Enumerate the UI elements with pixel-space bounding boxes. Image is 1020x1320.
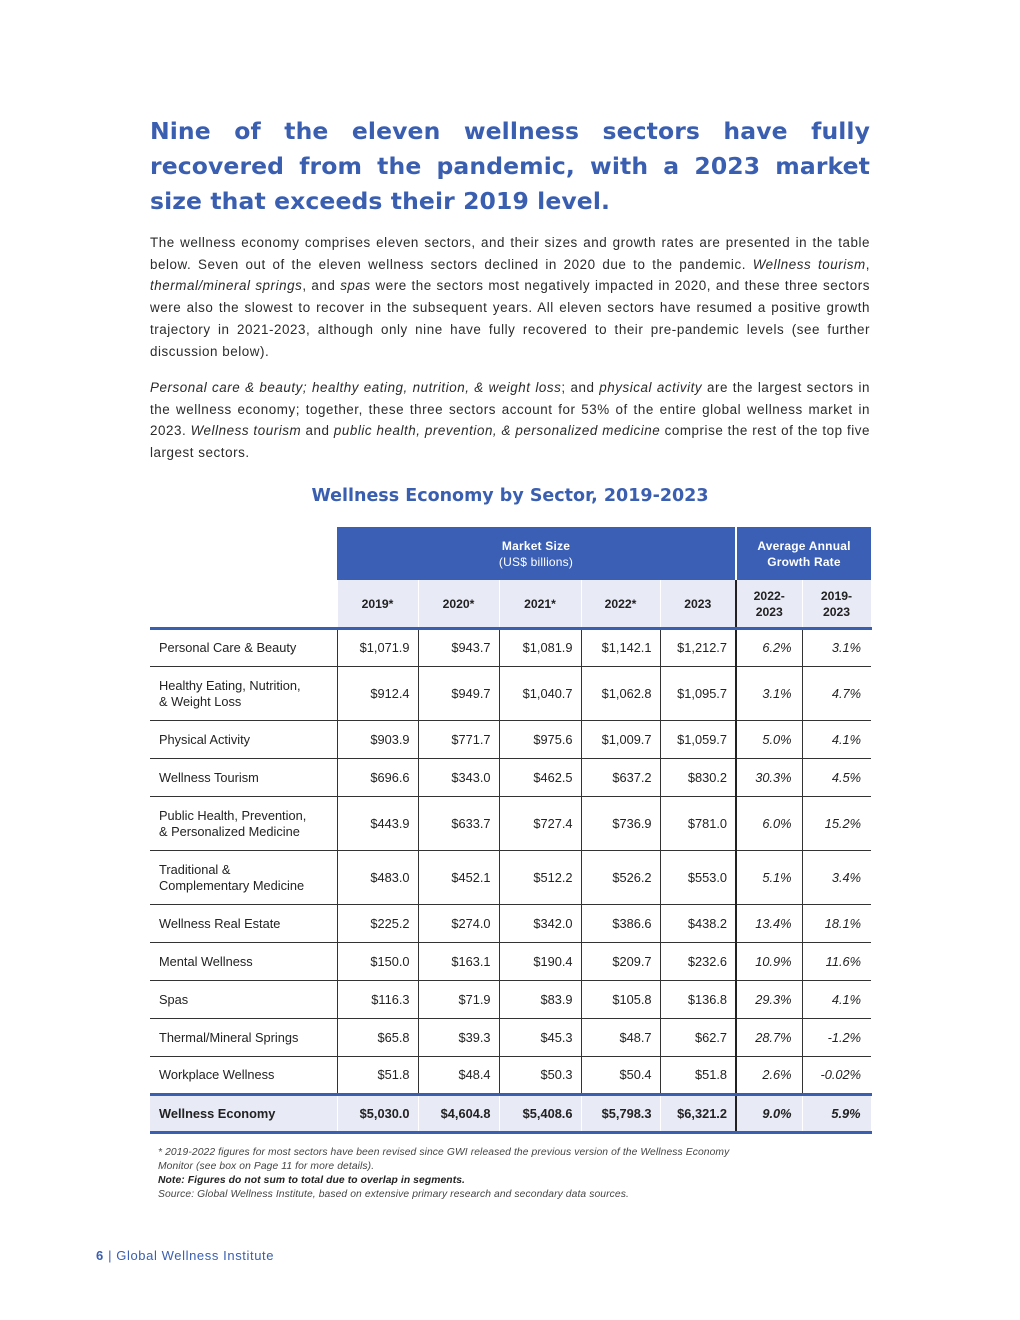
growth-rate-value: 18.1% [802, 905, 871, 943]
market-size-value: $1,040.7 [499, 667, 581, 721]
market-size-value: $830.2 [660, 759, 736, 797]
growth-rate-value: 6.0% [736, 797, 802, 851]
table-row [150, 851, 871, 905]
growth-rate-group-header [736, 527, 871, 580]
market-size-value: $386.6 [581, 905, 660, 943]
market-size-unit: (US$ billions) [498, 554, 574, 569]
table-row [150, 981, 871, 1019]
table-row [150, 943, 871, 981]
market-size-value: $343.0 [418, 759, 499, 797]
market-size-value: $943.7 [418, 629, 499, 667]
growth-rate-value: -1.2% [802, 1019, 871, 1057]
sector-name [150, 759, 337, 797]
emphasis-text: Wellness tourism [190, 423, 302, 439]
paragraph-text: comprise the rest of the top five largest sectors. [150, 423, 870, 461]
sector-name [150, 1057, 337, 1095]
growth-rate-value: 2.6% [736, 1057, 802, 1095]
total-market-size-value: $5,408.6 [499, 1095, 581, 1133]
total-market-size-value: $5,030.0 [337, 1095, 418, 1133]
growth-rate-value: 29.3% [736, 981, 802, 1019]
emphasis-text: physical activity [599, 380, 703, 395]
market-size-label: Market Size [501, 538, 571, 553]
year-header: 2019* [337, 580, 418, 629]
sector-name-line: Complementary Medicine [159, 877, 305, 893]
market-size-value: $771.7 [418, 721, 499, 759]
table-row [150, 759, 871, 797]
market-size-value: $1,009.7 [581, 721, 660, 759]
total-label: Wellness Economy [150, 1095, 337, 1133]
growth-period-label: 2022- [753, 588, 785, 603]
market-size-value: $452.1 [418, 851, 499, 905]
sector-name [150, 905, 337, 943]
paragraph-text: ; and [561, 380, 600, 395]
market-size-value: $39.3 [418, 1019, 499, 1057]
header-blank-cell [150, 580, 337, 629]
growth-rate-value: 30.3% [736, 759, 802, 797]
page-number: 6 [96, 1248, 104, 1263]
market-size-value: $1,081.9 [499, 629, 581, 667]
sector-name [150, 721, 337, 759]
wellness-sector-table [150, 527, 872, 1134]
growth-rate-value: 4.1% [802, 721, 871, 759]
market-size-value: $48.7 [581, 1019, 660, 1057]
market-size-value: $512.2 [499, 851, 581, 905]
market-size-value: $633.7 [418, 797, 499, 851]
market-size-value: $1,142.1 [581, 629, 660, 667]
market-size-value: $1,095.7 [660, 667, 736, 721]
total-growth-rate-value: 9.0% [736, 1095, 802, 1133]
market-size-value: $438.2 [660, 905, 736, 943]
table-row [150, 629, 871, 667]
emphasis-text: thermal/mineral springs [150, 278, 303, 294]
market-size-value: $526.2 [581, 851, 660, 905]
sector-name-line: Physical Activity [159, 731, 251, 747]
sector-name [150, 943, 337, 981]
growth-rate-value: 5.0% [736, 721, 802, 759]
growth-period-header [736, 580, 802, 629]
footer-org-name: Global Wellness Institute [116, 1248, 275, 1263]
market-size-value: $342.0 [499, 905, 581, 943]
market-size-value: $51.8 [660, 1057, 736, 1095]
paragraph-text: are the largest sectors in the wellness economy; together, these three sectors account for 53% of the entire global wellness market in 2023. [150, 380, 870, 439]
growth-rate-value: 13.4% [736, 905, 802, 943]
sector-name-line: Mental Wellness [159, 953, 253, 969]
market-size-value: $949.7 [418, 667, 499, 721]
market-size-value: $45.3 [499, 1019, 581, 1057]
table-row [150, 667, 871, 721]
emphasis-text: Personal care & beauty; healthy eating, nutrition, & weight loss [150, 380, 562, 395]
market-size-value: $190.4 [499, 943, 581, 981]
market-size-value: $136.8 [660, 981, 736, 1019]
market-size-value: $48.4 [418, 1057, 499, 1095]
growth-period-header [802, 580, 871, 629]
market-size-value: $637.2 [581, 759, 660, 797]
sector-name-line: Traditional & [159, 861, 231, 877]
market-size-value: $912.4 [337, 667, 418, 721]
market-size-value: $105.8 [581, 981, 660, 1019]
growth-rate-value: 3.1% [802, 629, 871, 667]
emphasis-text: Wellness tourism [752, 256, 866, 272]
market-size-value: $1,212.7 [660, 629, 736, 667]
year-header: 2021* [499, 580, 581, 629]
growth-rate-value: 3.1% [736, 667, 802, 721]
market-size-value: $1,071.9 [337, 629, 418, 667]
sector-name-line: Healthy Eating, Nutrition, [159, 677, 301, 693]
sector-name-line: Public Health, Prevention, [159, 807, 307, 823]
sector-name [150, 1019, 337, 1057]
growth-rate-value: 6.2% [736, 629, 802, 667]
overlap-note: Note: Figures do not sum to total due to overlap in segments. [158, 1175, 466, 1186]
market-size-value: $781.0 [660, 797, 736, 851]
growth-rate-value: 4.1% [802, 981, 871, 1019]
market-size-value: $443.9 [337, 797, 418, 851]
paragraph-text: , and [302, 278, 341, 294]
table-body [150, 629, 871, 1133]
largest-sectors-paragraph [150, 377, 870, 464]
market-size-value: $163.1 [418, 943, 499, 981]
paragraph-text: were the sectors most negatively impacted in 2020, and these three sectors were also the slowest to recover in the subsequent years. All eleven sectors have resumed a positive growth trajectory in 2021-2023, although only nine have fully recovered to their pre-pandemic levels (see further discussion below). [150, 278, 870, 359]
market-size-value: $975.6 [499, 721, 581, 759]
market-size-value: $225.2 [337, 905, 418, 943]
growth-period-label: 2023 [822, 604, 851, 619]
revision-footnote-line2: Monitor (see box on Page 11 for more details). [158, 1161, 375, 1172]
sector-name [150, 797, 337, 851]
growth-rate-label-line1: Average Annual [757, 538, 851, 553]
growth-rate-label-line2: Growth Rate [767, 554, 841, 569]
sector-name-line: Workplace Wellness [159, 1067, 275, 1082]
market-size-value: $50.4 [581, 1057, 660, 1095]
market-size-value: $727.4 [499, 797, 581, 851]
emphasis-text: public health, prevention, & personalized medicine [333, 423, 661, 439]
sector-name [150, 851, 337, 905]
table-row [150, 1057, 871, 1095]
market-size-value: $462.5 [499, 759, 581, 797]
growth-rate-value: 28.7% [736, 1019, 802, 1057]
market-size-value: $83.9 [499, 981, 581, 1019]
sector-name-line: & Weight Loss [159, 693, 242, 709]
market-size-group-header [337, 527, 736, 580]
footer-separator: | [108, 1248, 113, 1263]
paragraph-text: , [865, 256, 870, 272]
sector-name-line: & Personalized Medicine [159, 823, 300, 839]
header-blank-cell [150, 527, 337, 580]
growth-rate-value: 11.6% [802, 943, 871, 981]
market-size-value: $274.0 [418, 905, 499, 943]
sector-name-line: Wellness Real Estate [159, 915, 281, 931]
market-size-value: $50.3 [499, 1057, 581, 1095]
market-size-value: $150.0 [337, 943, 418, 981]
growth-rate-value: 5.1% [736, 851, 802, 905]
growth-period-label: 2023 [755, 604, 783, 619]
table-row [150, 721, 871, 759]
sector-name-line: Spas [159, 991, 189, 1007]
total-row [150, 1095, 871, 1133]
market-size-value: $209.7 [581, 943, 660, 981]
total-market-size-value: $4,604.8 [418, 1095, 499, 1133]
growth-rate-value: -0.02% [802, 1057, 871, 1095]
sector-name [150, 981, 337, 1019]
revision-footnote-line1: * 2019-2022 figures for most sectors have been revised since GWI released the previous version of the Wellness Economy [158, 1147, 730, 1158]
market-size-value: $1,062.8 [581, 667, 660, 721]
sector-name [150, 667, 337, 721]
market-size-value: $232.6 [660, 943, 736, 981]
sector-name-line: Thermal/Mineral Springs [159, 1029, 299, 1045]
table-title: Wellness Economy by Sector, 2019-2023 [311, 486, 709, 506]
growth-period-label: 2019- [820, 588, 853, 603]
growth-rate-value: 3.4% [802, 851, 871, 905]
market-size-value: $903.9 [337, 721, 418, 759]
growth-rate-value: 10.9% [736, 943, 802, 981]
source-note: Source: Global Wellness Institute, based on extensive primary research and secondary data sources. [158, 1189, 629, 1200]
table-row [150, 1019, 871, 1057]
growth-rate-value: 4.7% [802, 667, 871, 721]
paragraph-text: The wellness economy comprises eleven sectors, and their sizes and growth rates are presented in the table below. Seven out of the eleven wellness sectors declined in 2020 due to the pandemic. [150, 235, 870, 272]
emphasis-text: spas [340, 278, 371, 294]
total-growth-rate-value: 5.9% [802, 1095, 871, 1133]
growth-rate-value: 4.5% [802, 759, 871, 797]
market-size-value: $65.8 [337, 1019, 418, 1057]
intro-paragraph [150, 232, 870, 362]
paragraph-text: and [301, 423, 334, 439]
table-group-header-row [150, 527, 871, 580]
market-size-value: $51.8 [337, 1057, 418, 1095]
market-size-value: $71.9 [418, 981, 499, 1019]
market-size-value: $696.6 [337, 759, 418, 797]
sector-name-line: Wellness Tourism [159, 769, 259, 785]
sector-name [150, 629, 337, 667]
table-row [150, 905, 871, 943]
market-size-value: $1,059.7 [660, 721, 736, 759]
page-footer [96, 1248, 274, 1263]
market-size-value: $483.0 [337, 851, 418, 905]
market-size-value: $553.0 [660, 851, 736, 905]
year-header: 2022* [581, 580, 660, 629]
growth-rate-value: 15.2% [802, 797, 871, 851]
total-market-size-value: $6,321.2 [660, 1095, 736, 1133]
page-headline: Nine of the eleven wellness sectors have fully recovered from the pandemic, with a 2023 market size that exceeds their 2019 level. [150, 117, 870, 215]
market-size-value: $116.3 [337, 981, 418, 1019]
table-notes [158, 1146, 848, 1202]
market-size-value: $736.9 [581, 797, 660, 851]
year-header: 2023 [660, 580, 736, 629]
total-market-size-value: $5,798.3 [581, 1095, 660, 1133]
sector-name-line: Personal Care & Beauty [159, 640, 297, 655]
table-row [150, 797, 871, 851]
year-header: 2020* [418, 580, 499, 629]
table-year-header-row [150, 580, 871, 629]
market-size-value: $62.7 [660, 1019, 736, 1057]
